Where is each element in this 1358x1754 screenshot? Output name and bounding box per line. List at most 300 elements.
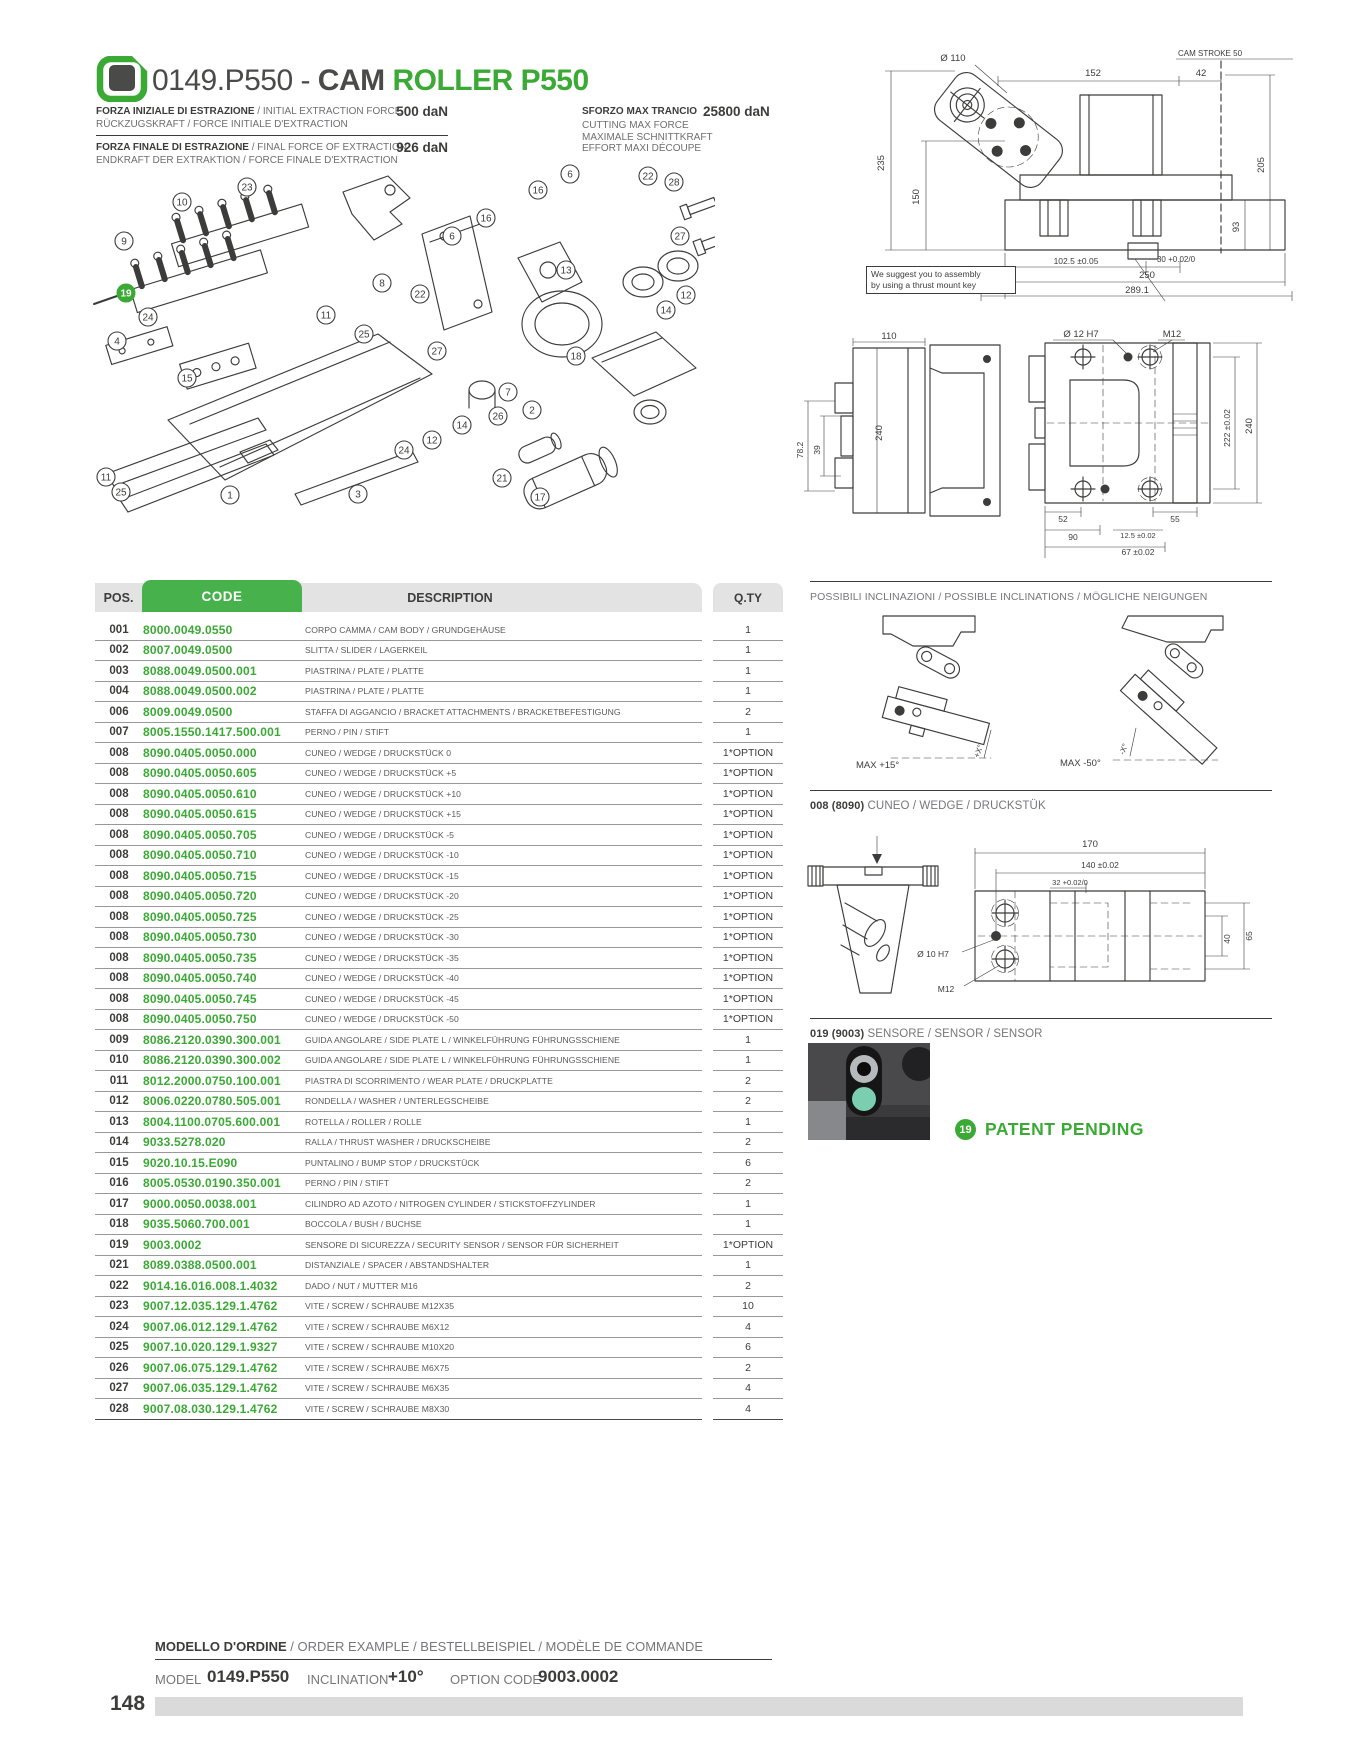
row-description: CUNEO / WEDGE / DRUCKSTÜCK +10 [305, 788, 461, 799]
table-row [95, 846, 783, 867]
wedge-heading: 008 (8090) CUNEO / WEDGE / DRUCKSTÜK [810, 800, 1046, 812]
dim-label: 289.1 [1125, 285, 1149, 296]
force-label-en: / INITIAL EXTRACTION FORCE [254, 106, 402, 117]
row-description: VITE / SCREW / SCHRAUBE M6X35 [305, 1383, 450, 1394]
force-label: FORZA INIZIALE DI ESTRAZIONE [96, 106, 255, 117]
row-code: 9033.5278.020 [143, 1135, 226, 1150]
row-code: 8005.0530.0190.350.001 [143, 1176, 281, 1191]
sensor-heading: 019 (9003) SENSORE / SENSOR / SENSOR [810, 1028, 1043, 1040]
row-description: PERNO / PIN / STIFT [305, 1178, 390, 1189]
assembly-note: We suggest you to assembly by using a thrust mount key [866, 266, 1016, 294]
svg-text:3: 3 [355, 489, 361, 501]
table-row [95, 1051, 783, 1072]
row-pos: 008 [109, 992, 129, 1005]
row-qty: 1 [713, 1215, 783, 1236]
table-row [95, 866, 783, 887]
balloon-numbers [97, 165, 695, 506]
row-qty: 4 [713, 1399, 783, 1420]
dimension-labels [876, 49, 1267, 296]
row-code: 8090.0405.0050.715 [143, 868, 257, 883]
svg-text:21: 21 [496, 473, 508, 485]
row-qty: 4 [713, 1379, 783, 1400]
row-code: 8086.2120.0390.300.001 [143, 1032, 281, 1047]
row-qty: 2 [713, 1092, 783, 1113]
table-row [95, 682, 783, 703]
title-cam: CAM [317, 64, 393, 97]
row-qty: 2 [713, 1276, 783, 1297]
wedge-top-figure [900, 833, 1280, 1008]
row-code: 9007.12.035.129.1.4762 [143, 1299, 278, 1314]
row-qty: 1 [713, 1051, 783, 1072]
inclination-max-minus50-figure [1058, 610, 1273, 778]
row-code: 9014.16.016.008.1.4032 [143, 1278, 278, 1293]
row-qty: 2 [713, 1071, 783, 1092]
row-pos: 018 [109, 1218, 129, 1231]
row-pos: 002 [109, 644, 129, 657]
row-pos: 019 [109, 1238, 129, 1251]
row-code: 8090.0405.0050.000 [143, 745, 257, 760]
svg-text:4: 4 [114, 336, 120, 348]
part-balloon-27 [428, 342, 446, 360]
row-code: 8007.0049.0500 [143, 643, 233, 658]
option-code-value: 9003.0002 [538, 1667, 619, 1686]
part-balloon-22 [411, 285, 429, 303]
row-pos: 004 [109, 685, 129, 698]
row-pos: 008 [109, 890, 129, 903]
force-specs [96, 106, 448, 166]
dim-label: 235 [876, 155, 887, 171]
part-balloon-23 [238, 178, 256, 196]
row-qty: 1*OPTION [713, 1010, 783, 1031]
row-code: 9003.0002 [143, 1237, 202, 1252]
front-view-drawing [790, 328, 1010, 528]
row-description: SENSORE DI SICUREZZA / SECURITY SENSOR / SENSOR FÜR SICHERHEIT [305, 1239, 619, 1250]
initial-force-row [96, 106, 448, 130]
row-code: 9007.08.030.129.1.4762 [143, 1401, 278, 1416]
row-pos: 008 [109, 787, 129, 800]
row-qty: 1 [713, 1112, 783, 1133]
row-description: VITE / SCREW / SCHRAUBE M6X12 [305, 1321, 450, 1332]
part-balloon-16 [477, 209, 495, 227]
part-balloon-25 [355, 325, 373, 343]
row-code: 8090.0405.0050.610 [143, 786, 257, 801]
svg-text:25: 25 [115, 487, 127, 499]
patent-pending-label: PATENT PENDING [985, 1119, 1144, 1139]
balloon-19-badge: 19 [955, 1119, 976, 1140]
parts-table-body [95, 620, 783, 1420]
final-force-value: 926 daN [396, 140, 448, 155]
max-force-transl: CUTTING MAX FORCE MAXIMALE SCHNITTKRAFT EFFORT MAXI DÉCOUPE [582, 120, 713, 154]
footer-rule [155, 1659, 772, 1660]
table-row [95, 661, 783, 682]
initial-force-value: 500 daN [396, 104, 448, 119]
table-row [95, 1399, 783, 1420]
row-pos: 008 [109, 869, 129, 882]
svg-text:26: 26 [492, 411, 504, 423]
row-pos: 008 [109, 951, 129, 964]
footer-bar [155, 1697, 1243, 1716]
row-pos: 012 [109, 1095, 129, 1108]
max-minus50-label: MAX -50° [1060, 758, 1101, 769]
svg-text:16: 16 [480, 213, 492, 225]
model-value: 0149.P550 [207, 1667, 290, 1686]
table-row [95, 1133, 783, 1154]
dim-label: 102.5 ±0.05 [1053, 256, 1099, 266]
svg-text:15: 15 [181, 373, 193, 385]
row-qty: 1*OPTION [713, 928, 783, 949]
svg-text:2: 2 [529, 405, 535, 417]
row-pos: 001 [109, 623, 129, 636]
max-cutting-force [582, 106, 782, 155]
title-model: ROLLER P550 [392, 64, 589, 97]
table-row [95, 641, 783, 662]
part-balloon-9 [115, 232, 133, 250]
row-pos: 008 [109, 849, 129, 862]
dim-label: 65 [1244, 931, 1254, 941]
dim-label: 42 [1195, 68, 1207, 79]
row-description: CUNEO / WEDGE / DRUCKSTÜCK -35 [305, 952, 459, 963]
svg-text:19: 19 [120, 288, 132, 300]
row-description: CUNEO / WEDGE / DRUCKSTÜCK -20 [305, 891, 459, 902]
dim-label: 30 +0.02/0 [1156, 255, 1196, 264]
part-balloon-24 [139, 308, 157, 326]
row-description: STAFFA DI AGGANCIO / BRACKET ATTACHMENTS / BRACKETBEFESTIGUNG [305, 706, 621, 717]
inclination-value: +10° [388, 1667, 424, 1686]
row-qty: 1*OPTION [713, 764, 783, 785]
dim-label: +X° [972, 743, 986, 759]
max-force-value: 25800 daN [703, 104, 770, 119]
svg-text:24: 24 [142, 312, 154, 324]
row-qty: 1*OPTION [713, 784, 783, 805]
part-balloon-27 [671, 227, 689, 245]
dim-label: 240 [1244, 418, 1255, 434]
row-qty: 1 [713, 641, 783, 662]
table-row [95, 702, 783, 723]
table-row [95, 1358, 783, 1379]
row-qty: 1 [713, 723, 783, 744]
row-code: 8088.0049.0500.002 [143, 684, 257, 699]
table-row [95, 1276, 783, 1297]
svg-text:9: 9 [121, 236, 127, 248]
table-row [95, 1194, 783, 1215]
table-row [95, 1071, 783, 1092]
row-qty: 1 [713, 1030, 783, 1051]
row-qty: 1 [713, 661, 783, 682]
row-qty: 6 [713, 1153, 783, 1174]
row-description: PERNO / PIN / STIFT [305, 727, 390, 738]
row-pos: 017 [109, 1197, 129, 1210]
part-balloon-12 [423, 431, 441, 449]
svg-text:13: 13 [560, 265, 572, 277]
row-description: CUNEO / WEDGE / DRUCKSTÜCK -40 [305, 973, 459, 984]
row-pos: 022 [109, 1279, 129, 1292]
row-qty: 2 [713, 1133, 783, 1154]
row-pos: 010 [109, 1054, 129, 1067]
row-pos: 008 [109, 931, 129, 944]
table-row [95, 1174, 783, 1195]
row-qty: 1*OPTION [713, 866, 783, 887]
dim-label: 78.2 [795, 441, 805, 459]
part-balloon-1 [221, 486, 239, 504]
row-pos: 007 [109, 726, 129, 739]
row-qty: 1*OPTION [713, 825, 783, 846]
row-description: ROTELLA / ROLLER / ROLLE [305, 1116, 422, 1127]
row-pos: 008 [109, 808, 129, 821]
row-qty: 4 [713, 1317, 783, 1338]
dim-label: 110 [881, 331, 897, 342]
dim-label: 140 ±0.02 [1081, 860, 1119, 870]
svg-text:1: 1 [227, 490, 233, 502]
table-row [95, 1010, 783, 1031]
table-row [95, 1379, 783, 1400]
col-header-qty: Q.TY [713, 583, 783, 612]
dim-label: 152 [1085, 68, 1101, 79]
row-qty: 1*OPTION [713, 805, 783, 826]
dim-label: M12 [937, 984, 955, 994]
part-balloon-28 [665, 173, 683, 191]
row-qty: 2 [713, 1358, 783, 1379]
svg-text:8: 8 [379, 278, 385, 290]
table-row [95, 1338, 783, 1359]
row-qty: 1*OPTION [713, 887, 783, 908]
row-code: 9007.10.020.129.1.9327 [143, 1340, 278, 1355]
row-description: CUNEO / WEDGE / DRUCKSTÜCK -50 [305, 1014, 459, 1025]
svg-text:16: 16 [532, 185, 544, 197]
part-balloon-8 [373, 274, 391, 292]
row-code: 8090.0405.0050.720 [143, 889, 257, 904]
row-code: 8090.0405.0050.710 [143, 848, 257, 863]
row-code: 8090.0405.0050.605 [143, 766, 257, 781]
row-pos: 006 [109, 705, 129, 718]
row-description: RALLA / THRUST WASHER / DRUCKSCHEIBE [305, 1137, 491, 1148]
title-code: 0149.P550 - [152, 64, 318, 97]
angle-labels [1118, 742, 1130, 756]
part-balloon-26 [489, 407, 507, 425]
dim-label: 32 +0.02/0 [1052, 878, 1088, 887]
force-divider [96, 135, 448, 136]
row-pos: 027 [109, 1382, 129, 1395]
row-pos: 015 [109, 1156, 129, 1169]
row-description: VITE / SCREW / SCHRAUBE M12X35 [305, 1301, 455, 1312]
max-plus15-label: MAX +15° [856, 760, 900, 771]
part-balloon-24 [395, 441, 413, 459]
force-label: FORZA FINALE DI ESTRAZIONE [96, 142, 249, 153]
row-code: 8090.0405.0050.615 [143, 807, 257, 822]
svg-text:7: 7 [505, 387, 511, 399]
row-code: 8090.0405.0050.735 [143, 950, 257, 965]
dim-label: CAM STROKE 50 [1178, 49, 1243, 58]
row-qty: 1*OPTION [713, 969, 783, 990]
svg-text:27: 27 [431, 346, 443, 358]
brand-logo-icon [96, 56, 148, 102]
row-qty: 1*OPTION [713, 846, 783, 867]
part-balloon-19 [117, 284, 135, 302]
row-code: 8006.0220.0780.505.001 [143, 1094, 281, 1109]
dim-label: 222 ±0.02 [1222, 409, 1232, 447]
row-code: 8000.0049.0550 [143, 622, 233, 637]
table-row [95, 743, 783, 764]
part-balloon-22 [639, 167, 657, 185]
svg-text:23: 23 [241, 182, 253, 194]
row-pos: 016 [109, 1177, 129, 1190]
table-row [95, 784, 783, 805]
table-row [95, 1317, 783, 1338]
dim-label: 205 [1256, 157, 1267, 173]
svg-text:11: 11 [320, 310, 332, 322]
part-balloon-4 [108, 332, 126, 350]
dim-label: 150 [911, 189, 922, 205]
exploded-diagram [90, 162, 715, 567]
row-description: CUNEO / WEDGE / DRUCKSTÜCK -15 [305, 870, 459, 881]
row-code: 9000.0050.0038.001 [143, 1196, 257, 1211]
row-qty: 1 [713, 1194, 783, 1215]
dim-label: M12 [1162, 329, 1182, 340]
svg-text:18: 18 [570, 351, 582, 363]
dim-label: 67 ±0.02 [1121, 547, 1155, 557]
row-code: 8089.0388.0500.001 [143, 1258, 257, 1273]
row-description: CUNEO / WEDGE / DRUCKSTÜCK -45 [305, 993, 459, 1004]
row-description: CUNEO / WEDGE / DRUCKSTÜCK -5 [305, 829, 454, 840]
row-code: 9020.10.15.E090 [143, 1155, 238, 1170]
svg-text:24: 24 [398, 445, 410, 457]
part-balloon-14 [453, 416, 471, 434]
col-header-pos: POS. [103, 590, 134, 605]
part-balloon-10 [173, 193, 191, 211]
part-balloon-21 [493, 469, 511, 487]
table-row [95, 805, 783, 826]
row-qty: 2 [713, 702, 783, 723]
dimension-labels [917, 839, 1254, 994]
order-example-heading: MODELLO D'ORDINE / ORDER EXAMPLE / BESTELLBEISPIEL / MODÈLE DE COMMANDE [155, 1639, 704, 1654]
row-description: PIASTRA DI SCORRIMENTO / WEAR PLATE / DRUCKPLATTE [305, 1075, 553, 1086]
dim-label: 52 [1058, 514, 1068, 524]
svg-text:14: 14 [456, 420, 468, 432]
part-balloon-3 [349, 485, 367, 503]
force-label-en: / FINAL FORCE OF EXTRACTION [248, 142, 407, 153]
force-label-de-fr: ENDKRAFT DER EXTRAKTION / FORCE FINALE D'EXTRACTION [96, 155, 398, 166]
table-row [95, 723, 783, 744]
row-description: CUNEO / WEDGE / DRUCKSTÜCK +15 [305, 809, 461, 820]
row-code: 8090.0405.0050.750 [143, 1012, 257, 1027]
row-description: GUIDA ANGOLARE / SIDE PLATE L / WINKELFÜHRUNG FÜHRUNGSSCHIENE [305, 1055, 620, 1066]
svg-text:28: 28 [668, 177, 680, 189]
part-balloon-18 [567, 347, 585, 365]
part-balloon-7 [499, 383, 517, 401]
row-description: CUNEO / WEDGE / DRUCKSTÜCK +5 [305, 768, 457, 779]
row-pos: 009 [109, 1033, 129, 1046]
svg-text:27: 27 [674, 231, 686, 243]
svg-text:11: 11 [100, 472, 112, 484]
svg-text:12: 12 [426, 435, 438, 447]
row-description: PUNTALINO / BUMP STOP / DRUCKSTÜCK [305, 1157, 480, 1168]
table-row [95, 1153, 783, 1174]
page-number: 148 [110, 1692, 146, 1715]
row-description: PIASTRINA / PLATE / PLATTE [305, 665, 424, 676]
row-pos: 008 [109, 746, 129, 759]
part-balloon-14 [657, 301, 675, 319]
row-code: 8090.0405.0050.705 [143, 827, 257, 842]
table-row [95, 907, 783, 928]
table-row [95, 1215, 783, 1236]
table-row [95, 969, 783, 990]
row-code: 9007.06.035.129.1.4762 [143, 1381, 278, 1396]
row-pos: 003 [109, 664, 129, 677]
part-balloon-11 [97, 468, 115, 486]
row-code: 8090.0405.0050.725 [143, 909, 257, 924]
top-view-drawing [1025, 328, 1275, 563]
row-pos: 008 [109, 910, 129, 923]
row-code: 8009.0049.0500 [143, 704, 233, 719]
row-code: 8090.0405.0050.730 [143, 930, 257, 945]
row-qty: 10 [713, 1297, 783, 1318]
svg-text:22: 22 [642, 171, 654, 183]
dim-label: 170 [1082, 839, 1098, 850]
row-code: 8086.2120.0390.300.002 [143, 1053, 281, 1068]
row-description: BOCCOLA / BUSH / BUCHSE [305, 1219, 422, 1230]
svg-text:6: 6 [449, 231, 455, 243]
row-qty: 1 [713, 620, 783, 641]
part-balloon-6 [561, 165, 579, 183]
table-row [95, 1112, 783, 1133]
dim-label: Ø 110 [940, 53, 966, 64]
row-description: DISTANZIALE / SPACER / ABSTANDSHALTER [305, 1260, 490, 1271]
svg-text:14: 14 [660, 305, 672, 317]
row-pos: 008 [109, 972, 129, 985]
col-header-code: CODE [142, 580, 302, 612]
row-description: DADO / NUT / MUTTER M16 [305, 1280, 418, 1291]
dim-label: Ø 12 H7 [1063, 329, 1099, 340]
svg-text:6: 6 [567, 169, 573, 181]
row-pos: 023 [109, 1300, 129, 1313]
model-label: MODEL [155, 1672, 202, 1687]
svg-text:25: 25 [358, 329, 370, 341]
col-header-description: DESCRIPTION [407, 590, 493, 605]
row-description: VITE / SCREW / SCHRAUBE M8X30 [305, 1403, 450, 1414]
table-row [95, 1235, 783, 1256]
table-row [95, 620, 783, 641]
row-description: RONDELLA / WASHER / UNTERLEGSCHEIBE [305, 1096, 489, 1107]
table-row [95, 887, 783, 908]
row-pos: 024 [109, 1320, 129, 1333]
row-code: 9007.06.012.129.1.4762 [143, 1319, 278, 1334]
row-pos: 021 [109, 1259, 129, 1272]
row-code: 8090.0405.0050.745 [143, 991, 257, 1006]
row-pos: 025 [109, 1341, 129, 1354]
table-row [95, 989, 783, 1010]
svg-text:17: 17 [534, 492, 546, 504]
part-balloon-25 [112, 483, 130, 501]
row-code: 8012.2000.0750.100.001 [143, 1073, 281, 1088]
row-description: CUNEO / WEDGE / DRUCKSTÜCK 0 [305, 747, 452, 758]
page-title [152, 64, 589, 98]
dim-label: 12.5 ±0.02 [1120, 531, 1156, 540]
row-code: 8004.1100.0705.600.001 [143, 1114, 281, 1129]
row-pos: 008 [109, 767, 129, 780]
inclinations-heading: POSSIBILI INCLINAZIONI / POSSIBLE INCLINATIONS / MÖGLICHE NEIGUNGEN [810, 591, 1208, 603]
row-code: 8088.0049.0500.001 [143, 663, 257, 678]
section-divider [810, 1018, 1272, 1019]
table-row [95, 825, 783, 846]
dim-label: 250 [1139, 270, 1155, 281]
row-description: VITE / SCREW / SCHRAUBE M6X75 [305, 1362, 450, 1373]
row-description: CUNEO / WEDGE / DRUCKSTÜCK -25 [305, 911, 459, 922]
row-description: CILINDRO AD AZOTO / NITROGEN CYLINDER / STICKSTOFFZYLINDER [305, 1198, 596, 1209]
row-pos: 011 [109, 1074, 129, 1087]
sensor-photo [808, 1043, 930, 1140]
table-row [95, 948, 783, 969]
part-balloon-17 [531, 488, 549, 506]
row-code: 8005.1550.1417.500.001 [143, 725, 281, 740]
